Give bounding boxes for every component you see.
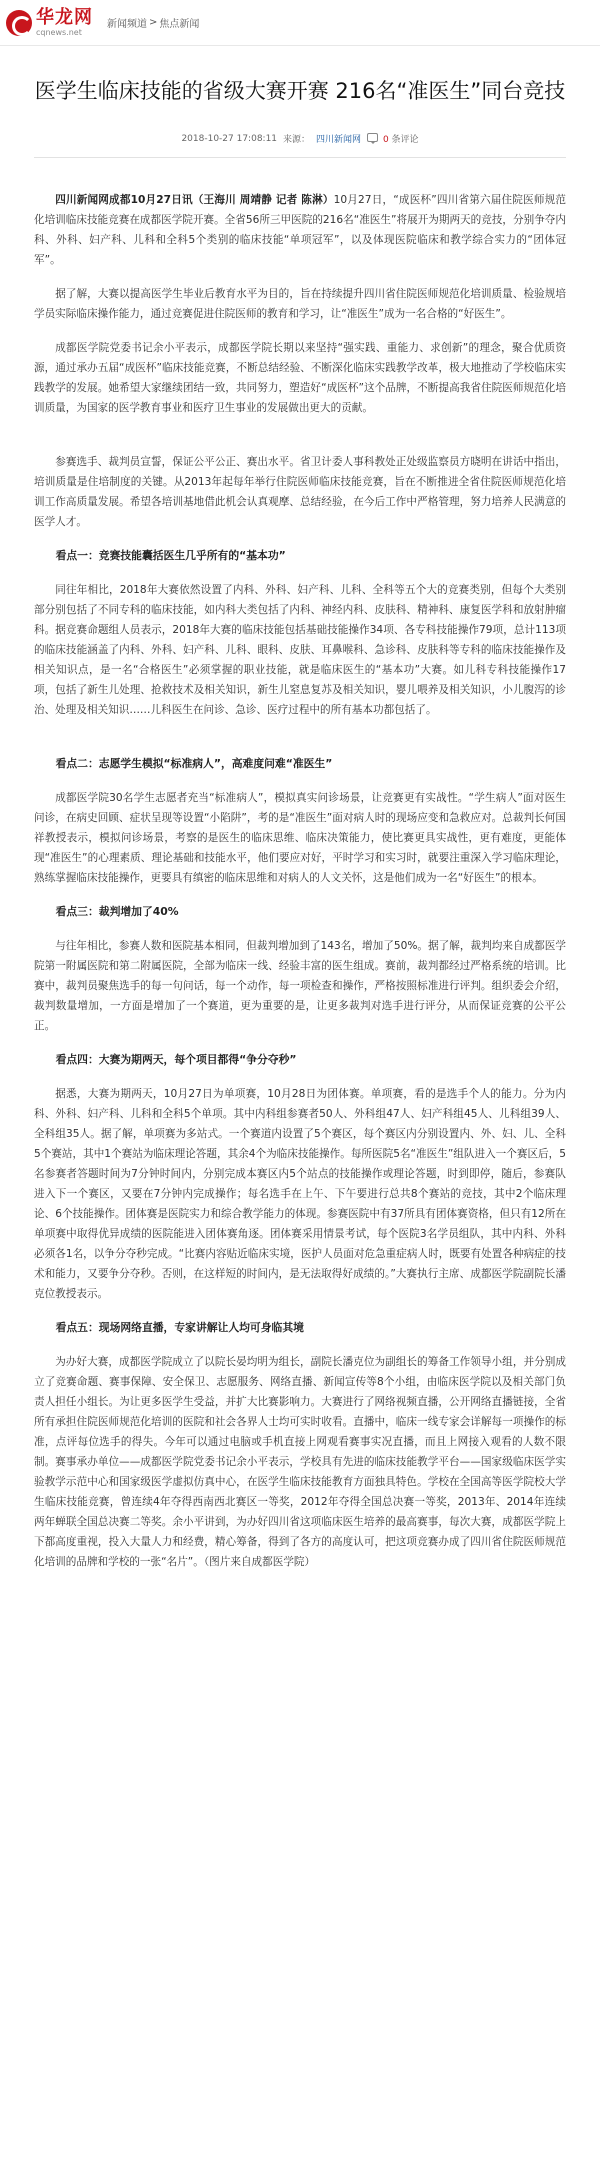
breadcrumb-separator: > [149,17,158,28]
section-heading: 看点一：竞赛技能囊括医生几乎所有的“基本功” [55,549,286,562]
paragraph: 与往年相比，参赛人数和医院基本相同，但裁判增加到了143名，增加了50%。据了解，裁判均来自成都医学院第一附属医院和第二附属医院，全部为临床一线、经验丰富的医生组成。赛前，裁判都经过严格系统的培训。比赛中，裁判员聚焦选手的每一句问话，每一个动作，每一项检查和操作，严格按照标准进行评判。组织委会介绍，裁判数量增加，一方面是增加了一个赛道，更为重要的是，让更多裁判对选手进行评分，从而保证竞赛的公平公正。 [34,940,566,1032]
lead-paragraph [34,190,566,270]
paragraph: 同往年相比，2018年大赛依然设置了内科、外科、妇产科、儿科、全科等五个大的竞赛类别，但每个大类别部分别包括了不同专科的临床技能，如内科大类包括了内科、神经内科、皮肤科、精神科、康复医学科和放射肿瘤科。据竞赛命题组人员表示，2018年大赛的临床技能包括基础技能操作34项、各专科技能操作79项，总计113项的临床技能涵盖了内科、外科、妇产科、儿科、眼科、皮肤、耳鼻喉科、急诊科、皮肤科等专科的临床技能操作及相关知识点，是一名“合格医生”必须掌握的职业技能，就是临床医生的“基本功”大赛。如儿科专科技能操作17项，包括了新生儿处理、抢救技术及相关知识，新生儿窒息复苏及相关知识，婴儿喂养及相关知识，小儿腹泻的诊治、处理及相关知识……儿科医生在问诊、急诊、医疗过程中的所有基本功都包括了。 [34,584,566,716]
lead-text: 10月27日，“成医杯”四川省第六届住院医师规范化培训临床技能竞赛在成都医学院开赛。全省56所三甲医院的216名“准医生”将展开为期两天的竞技，分别争夺内科、外科、妇产科、儿科和全科5个类别的临床技能“单项冠军”，以及体现医院临床和教学综合实力的“团体冠军”。 [34,194,566,266]
paragraph: 参赛选手、裁判员宣誓，保证公平公正、赛出水平。省卫计委人事科教处正处级监察员方晓明在讲话中指出，培训质量是住培制度的关键。从2013年起每年举行住院医师临床技能竞赛，旨在不断推进全省住院医师规范化培训工作高质量发展。希望各培训基地借此机会认真观摩、总结经验，在今后工作中严格管理，努力培养人民满意的医学人才。 [34,456,566,528]
section-heading: 看点三：裁判增加了40% [55,905,179,918]
site-header [0,0,600,46]
comment-icon [367,133,378,142]
paragraph: 成都医学院党委书记余小平表示，成都医学院长期以来坚持“强实践、重能力、求创新”的理念，聚合优质资源，通过承办五届“成医杯”临床技能竞赛，不断总结经验、不断深化临床实践教学改革，极大地推动了学校临床实践教学的发展。她希望大家继续团结一致，共同努力，塑造好“成医杯”这个品牌，不断提高我省住院医师规范化培训质量，为国家的医学教育事业和医疗卫生事业的发展做出更大的贡献。 [34,342,566,414]
publish-datetime: 2018-10-27 17:08:11 [181,133,278,144]
logo-domain: cqnews.net [36,27,82,37]
breadcrumb [107,15,199,30]
section-heading: 看点二：志愿学生模拟“标准病人”，高难度问难“准医生” [55,757,333,770]
comment-count: 0 [382,135,389,145]
article-body [0,158,600,1572]
breadcrumb-item-focus-news[interactable]: 焦点新闻 [159,19,200,30]
logo-icon [6,10,32,36]
article-title: 医学生临床技能的省级大赛开赛 216名“准医生”同台竞技 [34,79,566,103]
lead-byline: 四川新闻网成都10月27日讯（王海川 周靖静 记者 陈淋） [55,194,334,206]
source-label: 来源： [283,135,311,145]
logo-name: 华龙网 [36,6,93,28]
site-logo[interactable] [6,6,93,37]
source-link[interactable]: 四川新闻网 [316,135,362,145]
paragraph: 据悉，大赛为期两天，10月27日为单项赛，10月28日为团体赛。单项赛，看的是选手个人的能力。分为内科、外科、妇产科、儿科和全科5个单项。其中内科组参赛者50人、外科组47人、妇产科组45人、儿科组39人、全科组35人。据了解，单项赛为多站式。一个赛道内设置了5个赛区，每个赛区内分别设置内、外、妇、儿、全科5个赛站，其中1个赛站为临床理论答题，其余4个为临床技能操作。每所医院5名“准医生”组队进入一个赛区后，5名参赛者答题时间为7分钟时间内，分别完成本赛区内5个站点的技能操作或理论答题，时到即停，随后，参赛队进入下一个赛区，又要在7分钟内完成操作；每名选手在上午、下午要进行总共8个赛站的竞技，其中2个临床理论、6个技能操作。团体赛是医院实力和综合教学能力的体现。参赛医院中有37所具有团体赛资格，但只有12所在单项赛中取得优异成绩的医院能进入团体赛角逐。团体赛采用情景考试，每个医院3名学员组队，其中内科、外科必须各1名，以争分夺秒完成。“比赛内容贴近临床实境，医护人员面对危急重症病人时，既要有处置各种病症的技术和能力，又要争分夺秒。否则，在这样短的时间内，是无法取得好成绩的。”大赛执行主席、成都医学院副院长潘克位教授表示。 [34,1088,566,1300]
comment-link[interactable] [367,132,419,145]
comment-label: 条评论 [391,135,419,145]
paragraph: 为办好大赛，成都医学院成立了以院长晏均明为组长，副院长潘克位为副组长的筹备工作领导小组，并分别成立了竞赛命题、赛事保障、安全保卫、志愿服务、网络直播、新闻宣传等8个小组，由临床医学院以及相关部门负责人担任小组长。为让更多医学生受益，并扩大比赛影响力。大赛进行了网络视频直播，公开网络直播链接，全省所有承担住院医师规范化培训的医院和社会各界人士均可实时收看。直播中，临床一线专家会详解每一项操作的标准，点评每位选手的得失。今年可以通过电脑或手机直接上网观看赛事实况直播，而且上网接入观看的人数不限制。赛事承办单位——成都医学院党委书记余小平表示，学校具有先进的临床技能教学平台——国家级临床医学实验教学示范中心和国家级医学虚拟仿真中心，在医学生临床技能教育方面独具特色。学校在全国高等医学院校大学生临床技能竞赛，曾连续4年夺得西南西北赛区一等奖，2012年夺得全国总决赛一等奖，2013年、2014年连续两年蝉联全国总决赛二等奖。余小平讲到，为办好四川省这项临床医生培养的最高赛事，每次大赛，成都医学院上下都高度重视，投入大量人力和经费，精心筹备，得到了各方的高度认可，把这项竞赛办成了四川省住院医师规范化培训的品牌和学校的一张“名片”。（图片来自成都医学院） [34,1356,566,1568]
section-heading: 看点五：现场网络直播，专家讲解让人均可身临其境 [55,1321,304,1334]
section-heading: 看点四：大赛为期两天，每个项目都得“争分夺秒” [55,1053,297,1066]
breadcrumb-item-news-channel[interactable]: 新闻频道 [107,19,147,30]
paragraph: 据了解，大赛以提高医学生毕业后教育水平为目的，旨在持续提升四川省住院医师规范化培训质量、检验规培学员实际临床操作能力，通过竞赛促进住院医师的教育和学习，让“准医生”成为一名合格的“好医生”。 [34,288,566,320]
paragraph: 成都医学院30名学生志愿者充当“标准病人”，模拟真实问诊场景，让竞赛更有实战性。“学生病人”面对医生问诊，在病史回顾、症状呈现等设置“小陷阱”，考的是“准医生”面对病人时的现场应变和急救应对。总裁判长何国祥教授表示，模拟问诊场景，考察的是医生的临床思维、临床决策能力，使比赛更具实战性，更有难度，更能体现“准医生”的心理素质、理论基础和技能水平，他们要应对好，平时学习和实习时，就要注重深入学习临床理论，熟练掌握临床技能操作，更要具有缜密的临床思维和对病人的人文关怀，这是他们成为一名“好医生”的根本。 [34,792,566,884]
article-meta [0,132,600,145]
